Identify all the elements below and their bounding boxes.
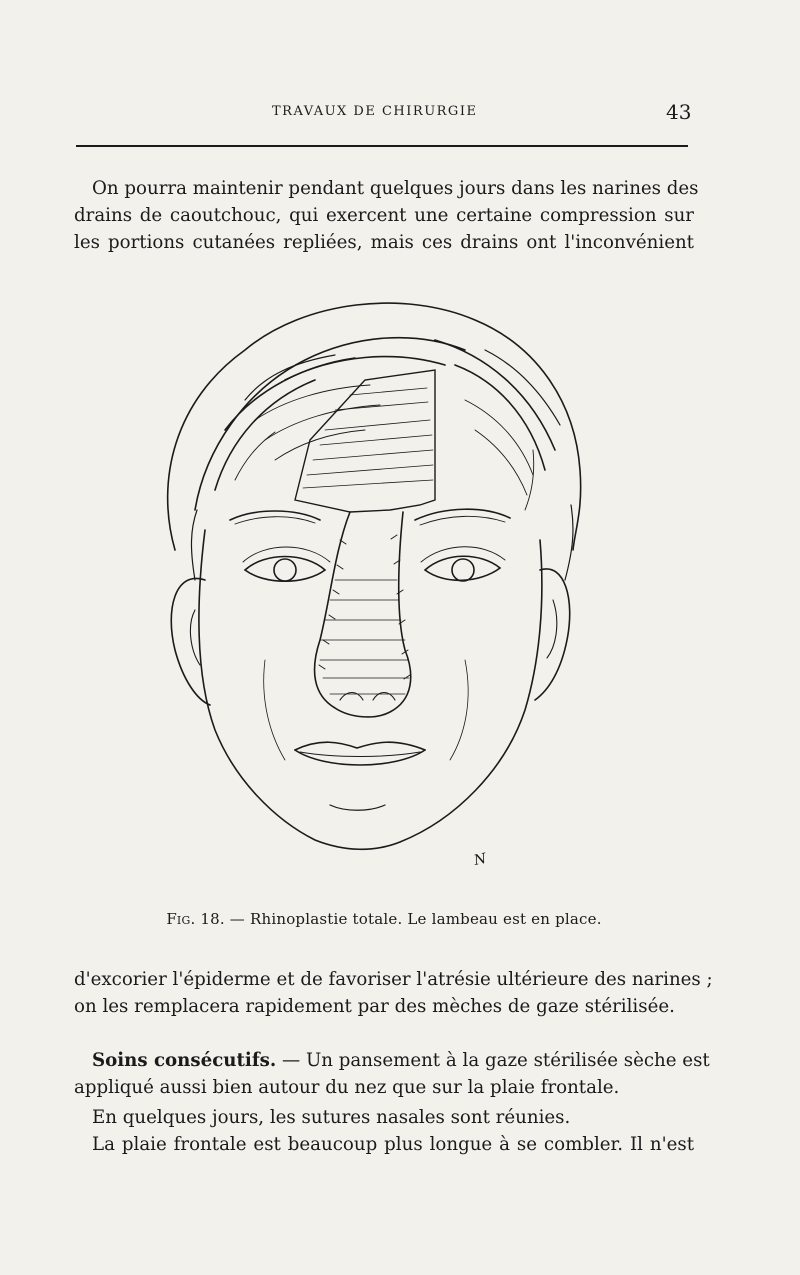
figure-caption xyxy=(74,910,694,928)
figure-caption-text: Rhinoplastie totale. Le lambeau est en place. xyxy=(249,910,602,928)
mouth-upper-lip xyxy=(295,742,425,750)
paragraph-4 xyxy=(74,1104,694,1131)
paragraph-5-line-1: La plaie frontale est beaucoup plus longue à se combler. Il n'est xyxy=(92,1134,694,1155)
nasal-sutures xyxy=(319,535,410,679)
page-number: 43 xyxy=(666,100,692,124)
right-eyebrow xyxy=(415,509,510,520)
mouth-lower-lip xyxy=(295,750,425,765)
chin xyxy=(330,805,385,810)
paragraph-1-line-3: les portions cutanées repliées, mais ces drains ont l'inconvénient xyxy=(74,232,694,253)
left-eye xyxy=(245,557,325,582)
paragraph-5 xyxy=(74,1131,694,1158)
rhinoplasty-illustration xyxy=(135,280,635,880)
paragraph-4-line-1: En quelques jours, les sutures nasales sont réunies. xyxy=(92,1107,571,1128)
header-rule xyxy=(76,145,688,147)
paragraph-3-line-2: appliqué aussi bien autour du nez que sur la plaie frontale. xyxy=(74,1077,620,1098)
running-header-title: TRAVAUX DE CHIRURGIE xyxy=(272,104,478,119)
left-eyebrow xyxy=(230,511,320,520)
paragraph-3 xyxy=(74,1047,710,1101)
paragraph-1 xyxy=(74,175,699,256)
paragraph-2-line-1: d'excorier l'épiderme et de favoriser l'atrésie ultérieure des narines ; xyxy=(74,969,713,990)
reconstructed-nose xyxy=(315,512,411,717)
paragraph-3-line-1 xyxy=(74,1047,710,1074)
right-eye xyxy=(425,556,500,580)
paragraph-2 xyxy=(74,966,713,1020)
figure-label: Fig. 18. — xyxy=(166,910,246,928)
paragraph-1-line-1: On pourra maintenir pendant quelques jours dans les narines des xyxy=(92,178,699,199)
paragraph-3-line-1-rest: — Un pansement à la gaze stérilisée sèche est xyxy=(276,1050,710,1071)
paragraph-1-line-2: drains de caoutchouc, qui exercent une certaine compression sur xyxy=(74,205,694,226)
face-outline xyxy=(199,530,542,849)
paragraph-2-line-2: on les remplacera rapidement par des mèches de gaze stérilisée. xyxy=(74,996,675,1017)
section-heading-soins: Soins consécutifs. xyxy=(92,1050,277,1071)
engraver-signature: N xyxy=(472,850,488,869)
